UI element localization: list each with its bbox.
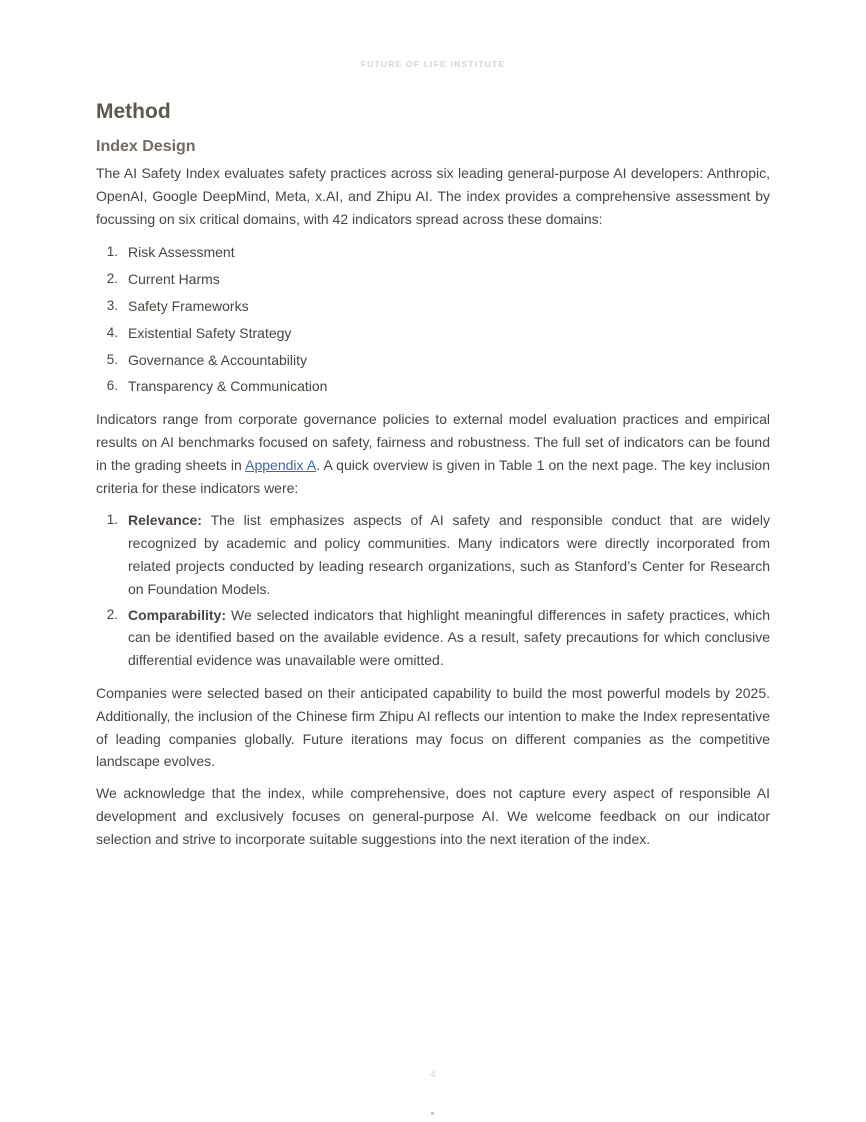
list-item-label: Existential Safety Strategy [128, 324, 292, 341]
list-item [96, 293, 770, 320]
list-number: 2. [106, 271, 118, 287]
list-item-label: Governance & Accountability [128, 351, 307, 368]
appendix-a-link[interactable]: Appendix A [245, 456, 317, 473]
list-item [96, 266, 770, 293]
list-item-label: Transparency & Communication [128, 378, 328, 395]
running-header: FUTURE OF LIFE INSTITUTE [360, 59, 506, 69]
criteria-item-relevance [96, 509, 770, 600]
list-item [96, 373, 770, 400]
list-number: 1. [106, 512, 118, 528]
criteria-term: Comparability: [128, 606, 227, 623]
section-title: Method [96, 100, 171, 123]
footer-dot [431, 1112, 434, 1115]
list-number: 5. [106, 351, 118, 367]
domains-list [96, 239, 770, 400]
indicators-text-before-link: Indicators range from corporate governance policies to external model evaluation practices and empirical results on AI benchmarks focused on safety, fairness and robustness. The full set of indicators can be found in the grading sheets in [96, 411, 770, 473]
list-number: 1. [106, 244, 118, 260]
indicators-text-after-link: . A quick overview is given in Table 1 on the next page. The key inclusion criteria for these indicators were: [96, 456, 771, 496]
list-item-label: Safety Frameworks [128, 297, 249, 314]
acknowledgement-paragraph: We acknowledge that the index, while comprehensive, does not capture every aspect of responsible AI development and exclusively focuses on general-purpose AI. We welcome feedback on our indicator selection and strive to incorporate suitable suggestions into the next iteration of the index. [96, 785, 770, 847]
list-item [96, 347, 770, 374]
page-number: 4 [430, 1069, 436, 1079]
list-item-label: Current Harms [128, 271, 220, 288]
criteria-text: The list emphasizes aspects of AI safety and responsible conduct that are widely recognized by academic and policy communities. Many indicators were directly incorporated from related projects conducted by leading research organizations, such as Stanford’s Center for Research on Foundation Models. [128, 512, 770, 597]
criteria-text: We selected indicators that highlight meaningful differences in safety practices, which can be identified based on the available evidence. As a result, safety precautions for which conclusive differential evidence was unavailable were omitted. [128, 606, 770, 669]
intro-paragraph: The AI Safety Index evaluates safety practices across six leading general-purpose AI developers: Anthropic, OpenAI, Google DeepMind, Meta, x.AI, and Zhipu AI. The index provides a comprehensive assessment by focussing on six critical domains, with 42 indicators spread across these domains: [96, 165, 770, 227]
list-item [96, 239, 770, 266]
companies-paragraph: Companies were selected based on their anticipated capability to build the most powerful models by 2025. Additionally, the inclusion of the Chinese firm Zhipu AI reflects our intention to make the Index representative of leading companies globally. Future iterations may focus on different companies as the competitive landscape evolves. [96, 684, 770, 770]
list-number: 3. [106, 297, 118, 313]
list-item-label: Risk Assessment [128, 244, 235, 261]
section-subtitle: Index Design [96, 138, 196, 155]
list-number: 2. [106, 606, 118, 622]
list-number: 4. [106, 324, 118, 340]
indicators-paragraph [96, 408, 770, 499]
criteria-list [96, 509, 770, 672]
criteria-item-comparability [96, 604, 770, 672]
document-body [96, 96, 770, 851]
list-item [96, 320, 770, 347]
list-number: 6. [106, 378, 118, 394]
criteria-term: Relevance: [128, 512, 202, 529]
